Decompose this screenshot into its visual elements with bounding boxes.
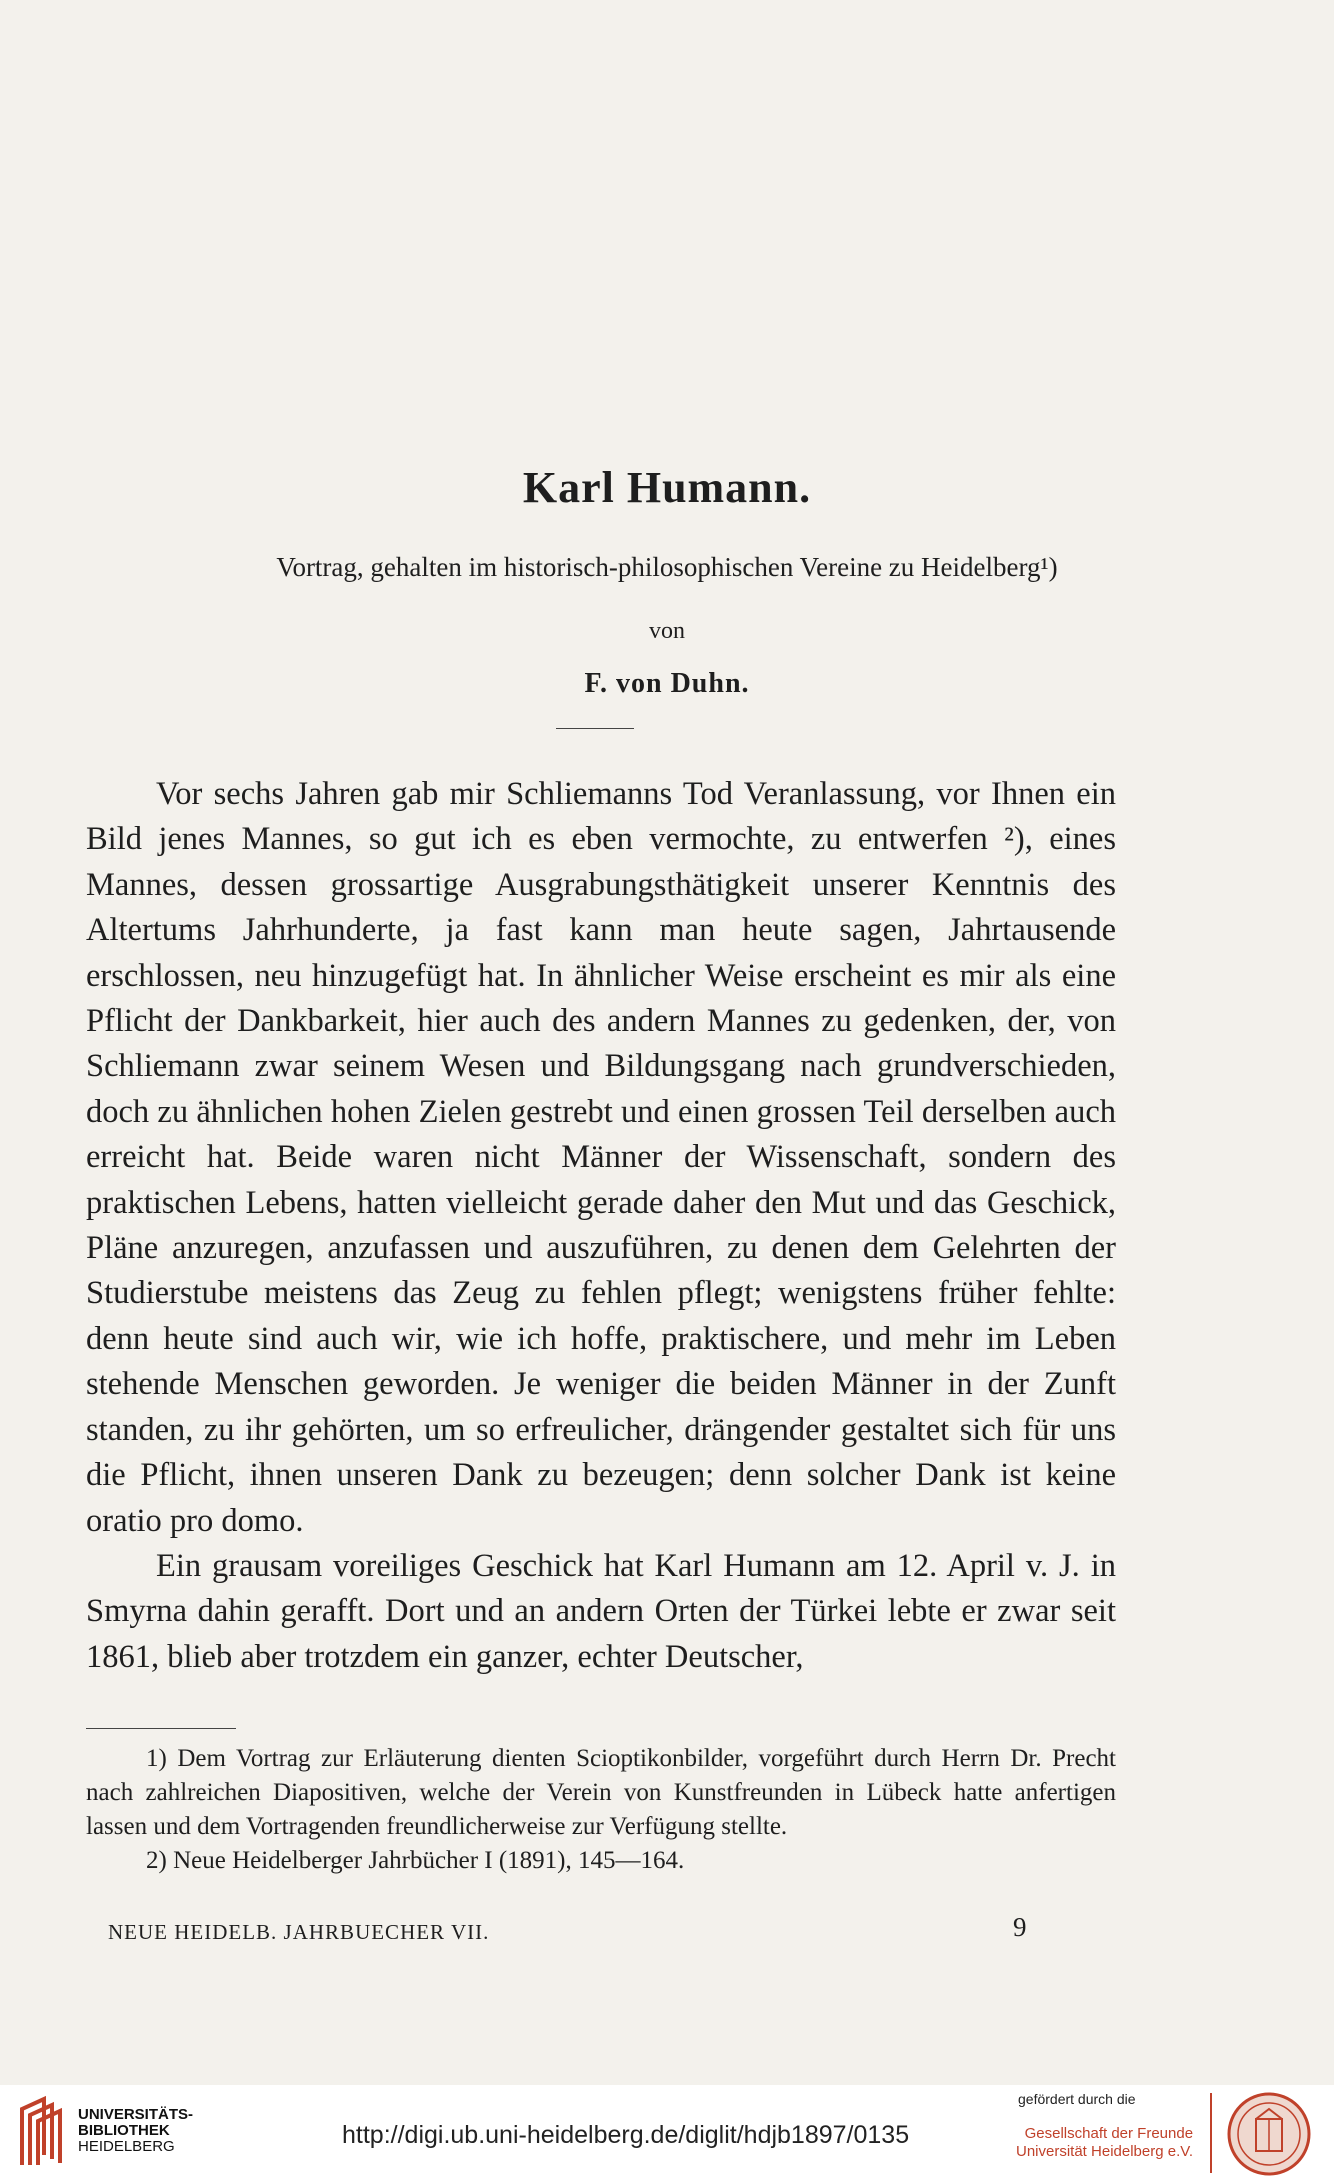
author: F. von Duhn. xyxy=(584,668,750,699)
title-divider xyxy=(556,728,634,729)
footnote-1: 1) Dem Vortrag zur Erläuterung dienten Scioptikonbilder, vorgeführt durch Herrn Dr. Precht nach zahlreichen Diapositiven, welche der Verein von Kunstfreunden in Lübeck hatte anfertigen lassen und dem Vortragenden freundlicherweise zur Verfügung stellte. xyxy=(86,1745,1116,1840)
body-text xyxy=(86,772,1116,1680)
paragraph-1: Vor sechs Jahren gab mir Schliemanns Tod Veranlassung, vor Ihnen ein Bild jenes Mannes, so gut ich es eben vermochte, zu entwerfen ²), eines Mannes, dessen grossartige Ausgrabungsthätigkeit unserer Kenntnis des Altertums Jahrhunderte, ja fast kann man heute sagen, Jahrtausende erschlossen, neu hinzugefügt hat. In ähnlicher Weise erscheint es mir als eine Pflicht der Dankbarkeit, hier auch des andern Mannes zu gedenken, der, von Schliemann zwar seinem Wesen und Bildungsgang nach grundverschieden, doch zu ähnlichen hohen Zielen gestrebt und einen grossen Teil derselben auch erreicht hat. Beide waren nicht Männer der Wissenschaft, sondern des praktischen Lebens, hatten vielleicht gerade daher den Mut und das Geschick, Pläne anzuregen, anzufassen und auszuführen, zu denen dem Gelehrten der Studierstube meistens das Zeug zu fehlen pflegt; wenigstens früher fehlte: denn heute sind auch wir, wie ich hoffe, praktischere, und mehr im Leben stehende Menschen geworden. Je weniger die beiden Männer in der Zunft standen, zu ihr gehörten, um so erfreulicher, drängender gestaltet sich für uns die Pflicht, ihnen unseren Dank zu bezeugen; denn solcher Dank ist keine oratio pro domo. xyxy=(86,776,1116,1539)
running-footer: NEUE HEIDELB. JAHRBUECHER VII. xyxy=(108,1920,490,1944)
library-line-1: UNIVERSITÄTS- xyxy=(78,2106,194,2123)
sponsor-divider xyxy=(1210,2093,1212,2173)
by-line: von xyxy=(649,618,685,644)
footnote-2: 2) Neue Heidelberger Jahrbücher I (1891), 145—164. xyxy=(146,1847,685,1874)
sponsor-name[interactable] xyxy=(1016,2125,1193,2161)
library-line-2: BIBLIOTHEK xyxy=(78,2122,170,2139)
sponsor-line-2: Universität Heidelberg e.V. xyxy=(1016,2143,1194,2160)
library-line-3: HEIDELBERG xyxy=(78,2138,175,2155)
paragraph-2: Ein grausam voreiliges Geschick hat Karl Humann am 12. April v. J. in Smyrna dahin gerafft. Dort und an andern Orten der Türkei lebte er zwar seit 1861, blieb aber trotzdem ein ganzer, echter Deutscher, xyxy=(86,1547,1116,1675)
footnote-divider xyxy=(86,1728,236,1729)
page-number: 9 xyxy=(1013,1912,1027,1942)
footnotes xyxy=(86,1742,1116,1878)
bottom-banner xyxy=(0,2085,1334,2181)
page-title: Karl Humann. xyxy=(522,463,812,512)
permalink-url[interactable]: http://digi.ub.uni-heidelberg.de/diglit/hdjb1897/0135 xyxy=(342,2121,910,2149)
ub-heidelberg-logo-icon[interactable] xyxy=(14,2095,66,2167)
university-seal-icon[interactable] xyxy=(1226,2091,1312,2177)
subtitle: Vortrag, gehalten im historisch-philosophischen Vereine zu Heidelberg¹) xyxy=(276,552,1058,582)
library-name[interactable] xyxy=(78,2107,193,2155)
sponsor-line-1: Gesellschaft der Freunde xyxy=(1024,2125,1194,2142)
sponsor-label: gefördert durch die xyxy=(1018,2091,1136,2107)
